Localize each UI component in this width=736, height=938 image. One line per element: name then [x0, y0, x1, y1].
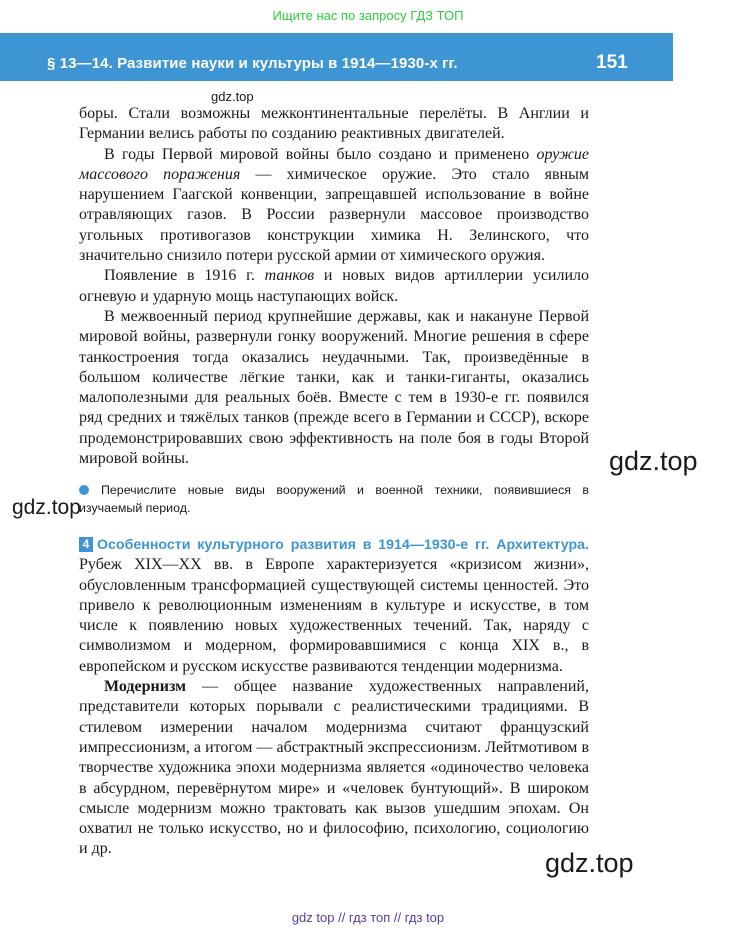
bullet-icon — [79, 485, 89, 495]
review-question — [79, 481, 589, 517]
text-run: — химическое оружие. Это стало явным нарушением Гаагской конвенции, запрещавшей использование в войне отравляющих газов. В России развернули массовое производство угольных противогазов конструкции химика Н. Зелинского, что значительно снизило потери русской армии от химического оружия. — [79, 165, 589, 265]
watermark: gdz.top — [609, 446, 698, 476]
section-heading: Особенности культурного развития в 1914—1930-е гг. Архитектура. — [97, 537, 589, 553]
italic-term: оружие массового поражения — [79, 145, 589, 183]
paragraph — [79, 677, 589, 860]
text-run: — общее название художественных направлений, представители которых порывали с реалистическими традициями. В стилевом измерении началом модернизма считают французский импрессионизм, а итогом — абстрактный экспрессионизм. Лейтмотивом в творчестве художника эпохи модернизма является «одиночество человека в абсурдном, перевёрнутом мире» и «человек бунтующий». В широком смысле модернизм можно трактовать как вызов ушедшим эпохам. Он охватил не только искусство, но и философию, психологию, социологию и др. — [79, 678, 589, 858]
page-number: 151 — [596, 52, 628, 73]
watermark: gdz.top — [211, 89, 254, 104]
section-paragraph — [79, 535, 589, 677]
bold-term: Модернизм — [104, 678, 187, 696]
italic-term: танков — [264, 267, 315, 285]
paragraph: боры. Стали возможны межконтинентальные перелёты. В Англии и Германии велись работы по созданию реактивных двигателей. — [79, 105, 589, 143]
text-block-lower — [79, 535, 589, 860]
section-number-badge: 4 — [79, 537, 93, 552]
text-run: Рубеж XIX—XX вв. в Европе характеризуется «кризисом жизни», обусловленным трансформацией существующей системы ценностей. Это привело к революционным изменениям в культуре и искусстве, в том числе к появлению новых художественных течений. Так, наряду с символизмом и модерном, формировавшимися с конца XIX в., в европейском и русском искусстве развиваются тенденции модернизма. — [79, 556, 589, 675]
watermark: gdz.top — [12, 496, 81, 519]
paragraph — [79, 145, 589, 267]
text-run: В годы Первой мировой войны было создано и применено — [104, 145, 537, 163]
footer-links[interactable]: gdz top // гдз топ // гдз top — [291, 910, 445, 925]
top-search-banner[interactable]: Ищите нас по запросу ГДЗ ТОП — [272, 8, 464, 23]
text-run: и новых видов артиллерии усилило огневую и ударную мощь наступающих войск. — [79, 267, 590, 305]
watermark: gdz.top — [545, 848, 634, 878]
chapter-title: § 13—14. Развитие науки и культуры в 1914—1930-х гг. — [47, 55, 458, 72]
paragraph — [79, 266, 589, 307]
text-block-upper — [79, 104, 589, 469]
question-text: Перечислите новые виды вооружений и военной техники, появившиеся в изучаемый период. — [79, 483, 589, 515]
paragraph: В межвоенный период крупнейшие державы, как и накануне Первой мировой войны, развернули гонку вооружений. Многие решения в сфере танкостроения тогда оказались неудачными. Так, произведённые в большом количестве лёгкие танки, как и танки-гиганты, оказались малополезными для реальных боёв. Вместе с тем в 1930-е гг. появился ряд средних и тяжёлых танков (прежде всего в Германии и СССР), вскоре продемонстрировавших свою эффективность на поле боя в годы Второй мировой войны. — [79, 307, 589, 468]
text-run: Появление в 1916 г. — [104, 267, 265, 285]
